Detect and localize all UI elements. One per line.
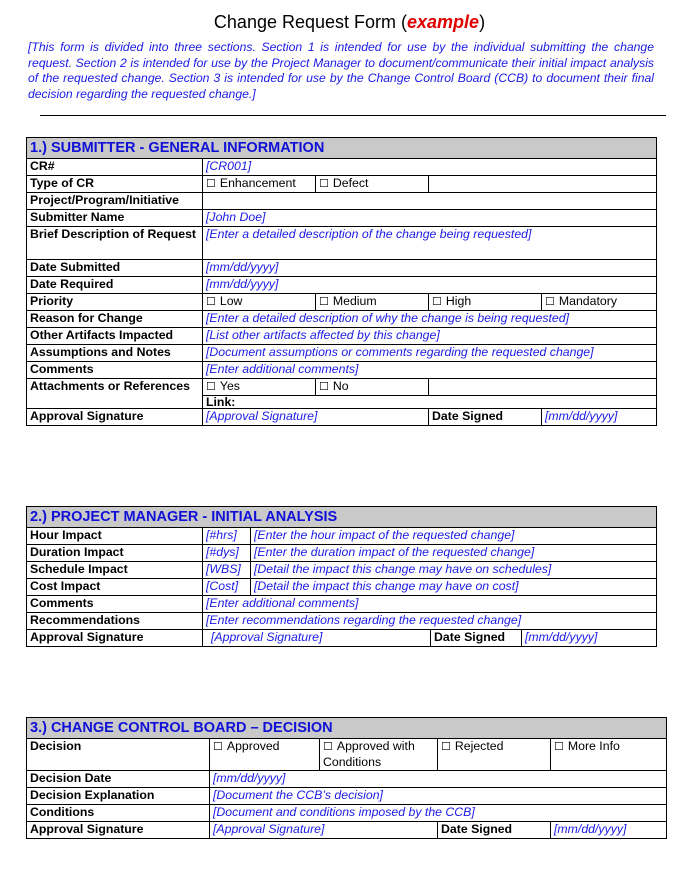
comments-label: Comments xyxy=(27,362,203,379)
brief-value[interactable]: [Enter a detailed description of the change being requested] xyxy=(203,227,657,260)
hour-value[interactable]: [Enter the hour impact of the requested change] xyxy=(251,528,657,545)
attach-no-option[interactable]: ☐ No xyxy=(316,379,429,396)
priority-high-option[interactable]: ☐ High xyxy=(429,294,542,311)
priority-low-option[interactable]: ☐ Low xyxy=(203,294,316,311)
schedule-value[interactable]: [Detail the impact this change may have on schedules] xyxy=(251,562,657,579)
cr-value[interactable]: [CR001] xyxy=(203,159,657,176)
duration-value[interactable]: [Enter the duration impact of the requested change] xyxy=(251,545,657,562)
checkbox-icon[interactable]: ☐ xyxy=(432,296,442,308)
date-submitted-value[interactable]: [mm/dd/yyyy] xyxy=(203,260,657,277)
type-label: Type of CR xyxy=(27,176,203,193)
attachments-label: Attachments or References xyxy=(27,379,203,409)
checkbox-icon[interactable]: ☐ xyxy=(554,741,564,753)
section3-table xyxy=(26,717,667,839)
section3-header: 3.) CHANGE CONTROL BOARD – DECISION xyxy=(27,718,667,739)
decision-approved-option[interactable]: ☐ Approved xyxy=(210,739,320,771)
reason-value[interactable]: [Enter a detailed description of why the change is being requested] xyxy=(203,311,657,328)
type-enhancement-option[interactable]: ☐ Enhancement xyxy=(203,176,316,193)
reason-label: Reason for Change xyxy=(27,311,203,328)
page-title: Change Request Form (example) xyxy=(213,12,486,32)
conditions-value[interactable]: [Document and conditions imposed by the CCB] xyxy=(210,805,667,822)
checkbox-icon[interactable]: ☐ xyxy=(323,741,333,753)
cost-label: Cost Impact xyxy=(27,579,203,596)
section1-table xyxy=(26,137,657,426)
ccb-approval-label: Approval Signature xyxy=(27,822,210,839)
priority-label: Priority xyxy=(27,294,203,311)
decision-explanation-value[interactable]: [Document the CCB’s decision] xyxy=(210,788,667,805)
decision-more-info-option[interactable]: ☐ More Info xyxy=(551,739,667,771)
checkbox-icon[interactable]: ☐ xyxy=(206,381,216,393)
section2-header: 2.) PROJECT MANAGER - INITIAL ANALYSIS xyxy=(27,507,657,528)
decision-date-label: Decision Date xyxy=(27,771,210,788)
date-signed-label: Date Signed xyxy=(429,409,542,426)
recommendations-value[interactable]: [Enter recommendations regarding the requested change] xyxy=(203,613,657,630)
comments-value[interactable]: [Enter additional comments] xyxy=(203,362,657,379)
artifacts-label: Other Artifacts Impacted xyxy=(27,328,203,345)
decision-rejected-option[interactable]: ☐ Rejected xyxy=(438,739,551,771)
schedule-label: Schedule Impact xyxy=(27,562,203,579)
decision-explanation-label: Decision Explanation xyxy=(27,788,210,805)
pm-approval-label: Approval Signature xyxy=(27,630,203,647)
type-empty-cell xyxy=(429,176,657,193)
cr-label: CR# xyxy=(27,159,203,176)
title-example: example xyxy=(407,12,480,32)
divider xyxy=(40,115,666,116)
section2-table xyxy=(26,506,657,647)
cost-value[interactable]: [Detail the impact this change may have on cost] xyxy=(251,579,657,596)
attach-yes-option[interactable]: ☐ Yes xyxy=(203,379,316,396)
ccb-date-signed-label: Date Signed xyxy=(438,822,551,839)
pm-approval-value[interactable]: [Approval Signature] xyxy=(203,630,431,647)
priority-mandatory-option[interactable]: ☐ Mandatory xyxy=(542,294,657,311)
checkbox-icon[interactable]: ☐ xyxy=(319,381,329,393)
ccb-date-signed-value[interactable]: [mm/dd/yyyy] xyxy=(551,822,667,839)
pm-comments-label: Comments xyxy=(27,596,203,613)
recommendations-label: Recommendations xyxy=(27,613,203,630)
project-label: Project/Program/Initiative xyxy=(27,193,203,210)
checkbox-icon[interactable]: ☐ xyxy=(545,296,555,308)
approval-value[interactable]: [Approval Signature] xyxy=(203,409,429,426)
brief-label: Brief Description of Request xyxy=(27,227,203,260)
duration-label: Duration Impact xyxy=(27,545,203,562)
assumptions-value[interactable]: [Document assumptions or comments regarding the requested change] xyxy=(203,345,657,362)
priority-medium-option[interactable]: ☐ Medium xyxy=(316,294,429,311)
conditions-label: Conditions xyxy=(27,805,210,822)
attach-empty-cell xyxy=(429,379,657,396)
cost-unit[interactable]: [Cost] xyxy=(203,579,251,596)
section1-header: 1.) SUBMITTER - GENERAL INFORMATION xyxy=(27,138,657,159)
hour-unit[interactable]: [#hrs] xyxy=(203,528,251,545)
schedule-unit[interactable]: [WBS] xyxy=(203,562,251,579)
submitter-label: Submitter Name xyxy=(27,210,203,227)
approval-label: Approval Signature xyxy=(27,409,203,426)
link-label[interactable]: Link: xyxy=(203,396,657,409)
intro-text: [This form is divided into three sections. Section 1 is intended for use by the individual submitting the change request. Section 2 is intended for use by the Project Manager to document/communicate their initial impact analysis of the requested change. Section 3 is intended for use by the Change Control Board (CCB) to document their final decision regarding the requested change.] xyxy=(28,40,654,101)
artifacts-value[interactable]: [List other artifacts affected by this change] xyxy=(203,328,657,345)
date-required-label: Date Required xyxy=(27,277,203,294)
checkbox-icon[interactable]: ☐ xyxy=(206,178,216,190)
decision-date-value[interactable]: [mm/dd/yyyy] xyxy=(210,771,667,788)
date-required-value[interactable]: [mm/dd/yyyy] xyxy=(203,277,657,294)
project-value[interactable] xyxy=(203,193,657,210)
decision-approved-conditions-option[interactable]: ☐ Approved with Conditions xyxy=(320,739,438,771)
assumptions-label: Assumptions and Notes xyxy=(27,345,203,362)
checkbox-icon[interactable]: ☐ xyxy=(441,741,451,753)
pm-date-signed-value[interactable]: [mm/dd/yyyy] xyxy=(522,630,657,647)
checkbox-icon[interactable]: ☐ xyxy=(319,178,329,190)
checkbox-icon[interactable]: ☐ xyxy=(206,296,216,308)
hour-label: Hour Impact xyxy=(27,528,203,545)
checkbox-icon[interactable]: ☐ xyxy=(213,741,223,753)
checkbox-icon[interactable]: ☐ xyxy=(319,296,329,308)
decision-label: Decision xyxy=(27,739,210,771)
duration-unit[interactable]: [#dys] xyxy=(203,545,251,562)
date-signed-value[interactable]: [mm/dd/yyyy] xyxy=(542,409,657,426)
date-submitted-label: Date Submitted xyxy=(27,260,203,277)
submitter-value[interactable]: [John Doe] xyxy=(203,210,657,227)
pm-date-signed-label: Date Signed xyxy=(431,630,522,647)
pm-comments-value[interactable]: [Enter additional comments] xyxy=(203,596,657,613)
type-defect-option[interactable]: ☐ Defect xyxy=(316,176,429,193)
ccb-approval-value[interactable]: [Approval Signature] xyxy=(210,822,438,839)
